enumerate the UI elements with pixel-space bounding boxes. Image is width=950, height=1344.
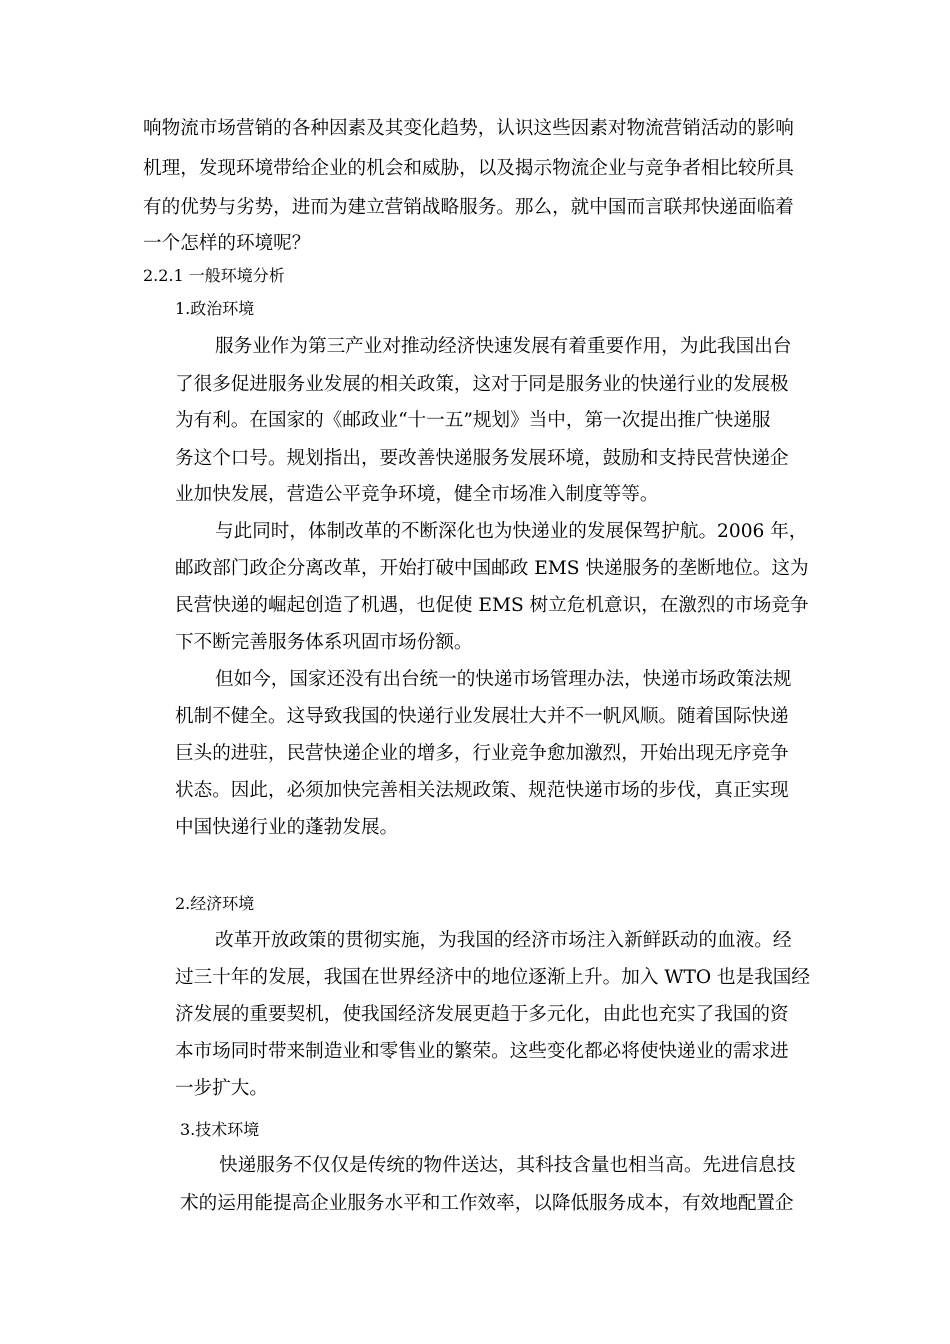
political-p3-line-2: 机制不健全。这导致我国的快递行业发展壮大并不一帆风顺。随着国际快递 xyxy=(175,706,789,727)
economic-p1-line-4: 本市场同时带来制造业和零售业的繁荣。这些变化都必将使快递业的需求进 xyxy=(175,1041,789,1062)
political-p3-line-3: 巨头的进驻，民营快递企业的增多，行业竞争愈加激烈，开始出现无序竞争 xyxy=(175,743,789,764)
political-p3-line-5: 中国快递行业的蓬勃发展。 xyxy=(175,817,399,838)
economic-p1-line-1: 改革开放政策的贯彻实施，为我国的经济市场注入新鲜跃动的血液。经 xyxy=(215,930,792,951)
intro-line-2: 机理，发现环境带给企业的机会和威胁，以及揭示物流企业与竞争者相比较所具 xyxy=(143,158,794,179)
political-p1-line-5: 业加快发展，营造公平竞争环境，健全市场准入制度等等。 xyxy=(175,484,659,505)
intro-line-1: 响物流市场营销的各种因素及其变化趋势，认识这些因素对物流营销活动的影响 xyxy=(143,118,794,139)
political-p1-line-2: 了很多促进服务业发展的相关政策，这对于同是服务业的快递行业的发展极 xyxy=(175,374,789,395)
intro-line-4: 一个怎样的环境呢？ xyxy=(143,233,311,254)
economic-heading: 2.经济环境 xyxy=(175,894,255,913)
political-p3-line-4: 状态。因此，必须加快完善相关法规政策、规范快递市场的步伐，真正实现 xyxy=(175,780,789,801)
political-p1-line-4: 务这个口号。规划指出，要改善快递服务发展环境，鼓励和支持民营快递企 xyxy=(175,448,789,469)
political-p2-line-2: 邮政部门政企分离改革，开始打破中国邮政 EMS 快递服务的垄断地位。这为 xyxy=(175,558,809,579)
economic-p1-line-2: 过三十年的发展，我国在世界经济中的地位逐渐上升。加入 WTO 也是我国经 xyxy=(175,967,810,988)
political-p2-line-4: 下不断完善服务体系巩固市场份额。 xyxy=(175,632,473,653)
political-p2-line-3: 民营快递的崛起创造了机遇，也促使 EMS 树立危机意识，在激烈的市场竞争 xyxy=(175,595,809,616)
economic-p1-line-5: 一步扩大。 xyxy=(175,1078,268,1099)
political-p3-line-1: 但如今，国家还没有出台统一的快递市场管理办法，快递市场政策法规 xyxy=(215,669,792,690)
technology-p1-line-1: 快递服务不仅仅是传统的物件送达，其科技含量也相当高。先进信息技 xyxy=(219,1155,796,1176)
political-p1-line-3: 为有利。在国家的《邮政业“十一五”规划》当中，第一次提出推广快递服 xyxy=(175,410,771,431)
technology-p1-line-2: 术的运用能提高企业服务水平和工作效率，以降低服务成本，有效地配置企 xyxy=(180,1193,794,1214)
economic-p1-line-3: 济发展的重要契机，使我国经济发展更趋于多元化，由此也充实了我国的资 xyxy=(175,1004,789,1025)
political-p2-line-1: 与此同时，体制改革的不断深化也为快递业的发展保驾护航。2006 年， xyxy=(215,521,808,542)
political-heading: 1.政治环境 xyxy=(175,299,255,318)
section-heading: 2.2.1 一般环境分析 xyxy=(143,266,285,285)
technology-heading: 3.技术环境 xyxy=(180,1120,260,1139)
intro-line-3: 有的优势与劣势，进而为建立营销战略服务。那么，就中国而言联邦快递面临着 xyxy=(143,197,794,218)
political-p1-line-1: 服务业作为第三产业对推动经济快速发展有着重要作用，为此我国出台 xyxy=(215,336,792,357)
